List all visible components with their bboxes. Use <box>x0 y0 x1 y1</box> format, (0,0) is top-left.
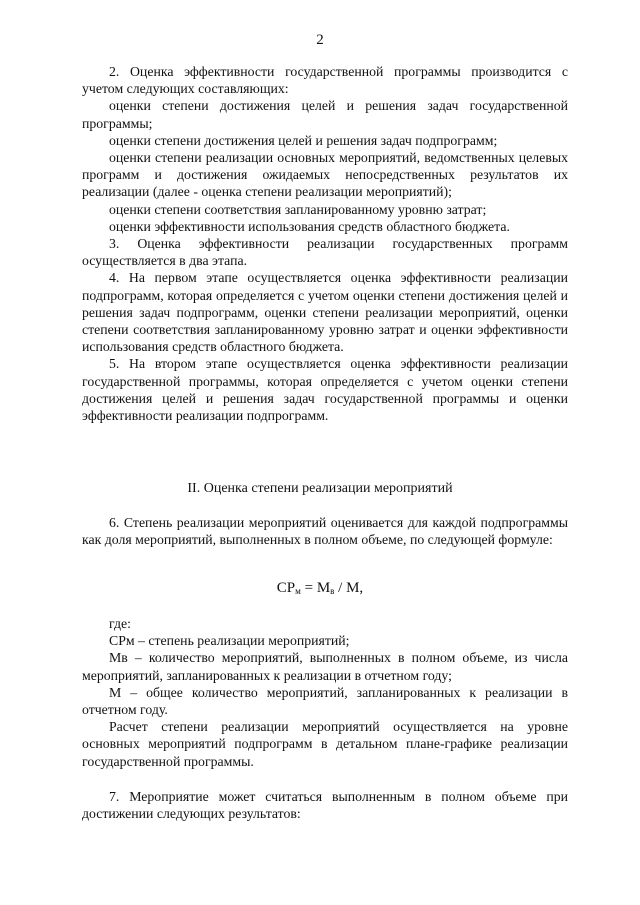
list-item-budget: оценки эффективности использования средств областного бюджета. <box>109 218 510 234</box>
paragraph-6-block <box>82 514 568 548</box>
paragraph-2: 2. Оценка эффективности государственной программы производится с учетом следующих составляющих: <box>82 64 568 97</box>
evaluation-components-block <box>82 63 568 424</box>
calculation-note: Расчет степени реализации мероприятий осуществляется на уровне основных мероприятий подпрограмм в детальном плане-графике реализации государственной программы. <box>82 719 568 769</box>
list-item-goals-program: оценки степени достижения целей и решения задач государственной программы; <box>82 98 568 131</box>
formula-numerator-sub: в <box>330 586 335 596</box>
paragraph-4: 4. На первом этапе осуществляется оценка эффективности реализации подпрограмм, которая определяется с учетом оценки степени достижения целей и решения задач подпрограмм, оценки степени реализации мероприятий, оценки степени соответствия запланированному уровню затрат и оценки эффективности использования средств областного бюджета. <box>82 270 568 355</box>
legend-srm: СРм – степень реализации мероприятий; <box>109 633 350 649</box>
paragraph-5: 5. На втором этапе осуществляется оценка эффективности реализации государственной программы, которая определяется с учетом оценки степени достижения целей и решения задач государственной программы и оценки эффективности реализации подпрограмм. <box>82 356 568 424</box>
paragraph-7: 7. Мероприятие может считаться выполненным в полном объеме при достижении следующих результатов: <box>82 789 568 822</box>
formula-lhs-sub: м <box>295 586 301 596</box>
formula-equals: = <box>300 580 317 596</box>
list-item-costs: оценки степени соответствия запланированному уровню затрат; <box>109 201 487 217</box>
section-heading: II. Оценка степени реализации мероприятий <box>187 481 453 496</box>
paragraph-6: 6. Степень реализации мероприятий оценивается для каждой подпрограммы как доля мероприятий, выполненных в полном объеме, по следующей формуле: <box>82 515 568 548</box>
formula <box>0 579 640 600</box>
formula-legend-block <box>82 615 568 770</box>
formula-lhs: СР <box>276 580 296 596</box>
page-number: 2 <box>316 32 324 48</box>
formula-numerator: М <box>316 580 331 596</box>
list-item-goals-subprograms: оценки степени достижения целей и решения задач подпрограмм; <box>109 132 498 148</box>
legend-where: где: <box>109 616 131 631</box>
paragraph-3: 3. Оценка эффективности реализации государственных программ осуществляется в два этапа. <box>82 236 568 269</box>
legend-mv: Мв – количество мероприятий, выполненных в полном объеме, из числа мероприятий, запланированных к реализации в отчетном году; <box>82 650 568 683</box>
formula-rest: / М, <box>334 580 364 596</box>
paragraph-7-block <box>82 788 568 822</box>
list-item-measures: оценки степени реализации основных мероприятий, ведомственных целевых программ и достижения ожидаемых непосредственных результатов их реализации (далее - оценка степени реализации мероприятий); <box>82 150 568 200</box>
legend-m: М – общее количество мероприятий, запланированных к реализации в отчетном году. <box>82 684 568 718</box>
